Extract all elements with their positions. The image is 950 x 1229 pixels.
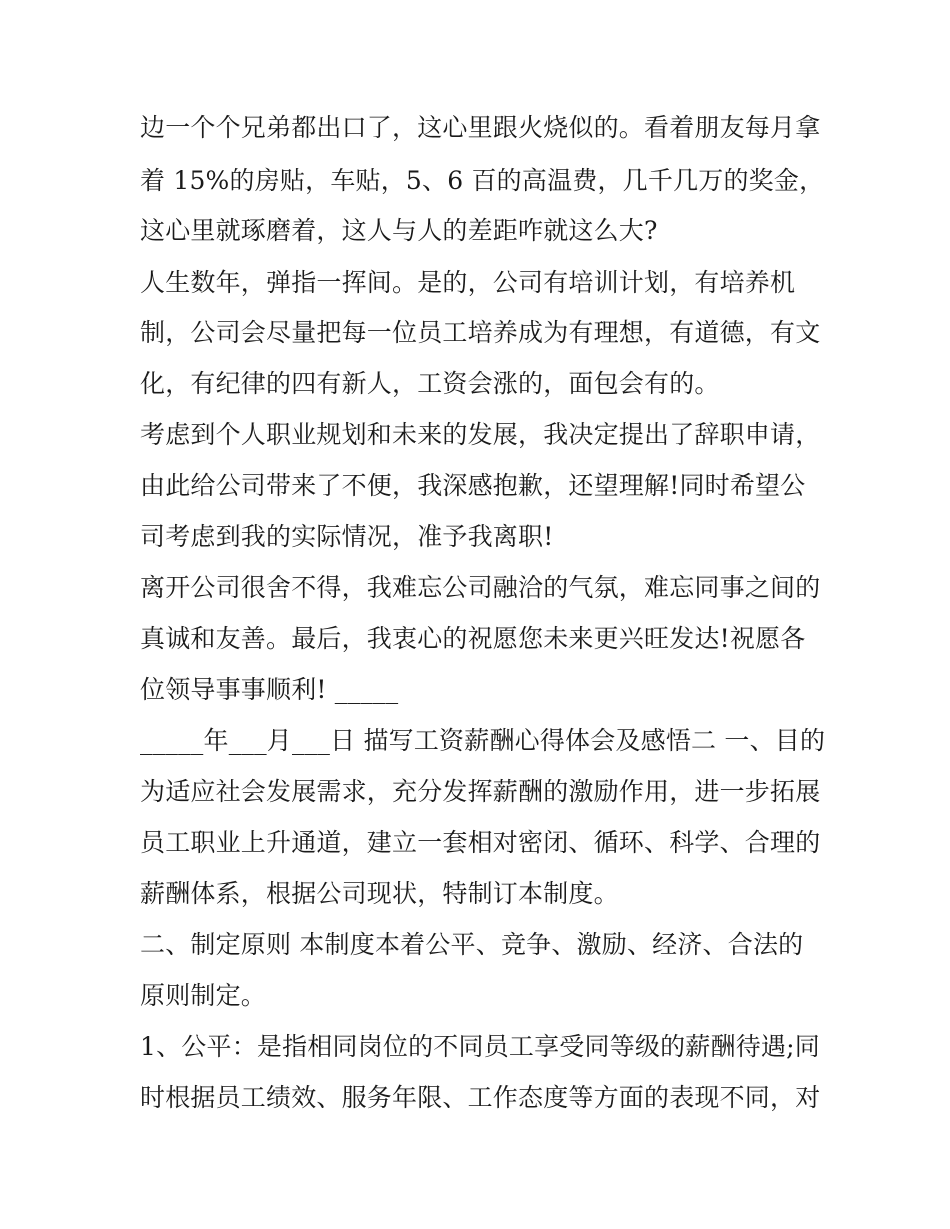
text-line: 二、制定原则 本制度本着公平、竞争、激励、经济、合法的 bbox=[140, 930, 804, 959]
text-line: 这心里就琢磨着，这人与人的差距咋就这么大? bbox=[140, 216, 658, 245]
text-line: 化，有纪律的四有新人，工资会涨的，面包会有的。 bbox=[140, 369, 720, 398]
text-line: 为适应社会发展需求，充分发挥薪酬的激励作用，进一步拓展 bbox=[140, 777, 821, 806]
text-line: 原则制定。 bbox=[140, 981, 267, 1010]
text-line: 考虑到个人职业规划和未来的发展，我决定提出了辞职申请， bbox=[140, 420, 821, 449]
text-line: 员工职业上升通道，建立一套相对密闭、循环、科学、合理的 bbox=[140, 828, 821, 857]
text-line: 制，公司会尽量把每一位员工培养成为有理想，有道德，有文 bbox=[140, 318, 821, 347]
text-line: 真诚和友善。最后，我衷心的祝愿您未来更兴旺发达!祝愿各 bbox=[140, 624, 806, 653]
text-line: 薪酬体系，根据公司现状，特制订本制度。 bbox=[140, 879, 619, 908]
text-line: 离开公司很舍不得，我难忘公司融洽的气氛，难忘同事之间的 bbox=[140, 573, 821, 602]
text-line: _____年___月___日 描写工资薪酬心得体会及感悟二 一、目的 bbox=[140, 726, 826, 755]
text-line: 司考虑到我的实际情况，准予我离职! bbox=[140, 522, 554, 551]
text-line: 边一个个兄弟都出口了，这心里跟火烧似的。看着朋友每月拿 bbox=[140, 113, 821, 142]
text-line: 位领导事事顺利! _____ bbox=[140, 675, 399, 704]
text-line: 由此给公司带来了不便，我深感抱歉，还望理解!同时希望公 bbox=[140, 471, 806, 500]
text-line: 1、公平：是指相同岗位的不同员工享受同等级的薪酬待遇;同 bbox=[140, 1032, 820, 1061]
text-line: 人生数年，弹指一挥间。是的，公司有培训计划，有培养机 bbox=[140, 268, 796, 297]
text-line: 时根据员工绩效、服务年限、工作态度等方面的表现不同，对 bbox=[140, 1083, 821, 1112]
text-line: 着 15%的房贴，车贴，5、6 百的高温费，几千几万的奖金， bbox=[140, 166, 825, 195]
